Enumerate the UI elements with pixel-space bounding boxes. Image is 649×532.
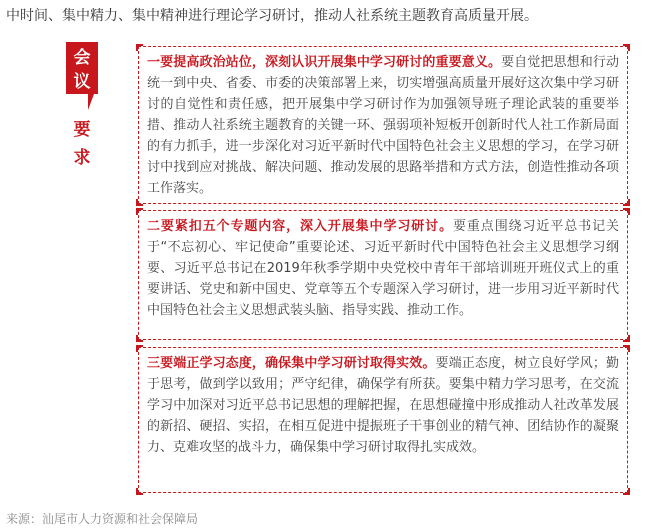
- intro-text: 中时间、集中精力、集中精神进行理论学习研讨，推动人社系统主题教育高质量开展。: [6, 8, 538, 24]
- requirement-box-2: [138, 210, 628, 340]
- label-char: 会: [73, 48, 91, 68]
- label-banner-tail: [88, 94, 94, 110]
- requirement-heading: 一要提高政治站位，深刻认识开展集中学习研讨的重要意义。: [147, 55, 502, 70]
- requirement-heading: 二要紧扣五个专题内容，深入开展集中学习研讨。: [147, 219, 453, 234]
- source-credit: 来源：汕尾市人力资源和社会保障局: [6, 512, 199, 526]
- requirement-box-3: [138, 347, 628, 493]
- requirement-body: 要重点围绕习近平总书记关于“不忘初心、牢记使命”重要论述、习近平新时代中国特色社会主义思想学习纲要、习近平总书记在2019年秋季学期中央党校中青年干部培训班开班仪式上的重要讲话、党史和新中国史、党章等五个专题深入学习研讨，进一步用习近平新时代中国特色社会主义思想武装头脑、指导实践、推动工作。: [147, 219, 619, 318]
- requirement-heading: 三要端正学习态度，确保集中学习研讨取得实效。: [147, 356, 436, 371]
- label-banner: [66, 42, 98, 94]
- requirement-box-1: [138, 46, 628, 204]
- label-char: 要: [73, 120, 91, 140]
- label-char: 议: [73, 72, 91, 92]
- label-char: 求: [73, 148, 91, 168]
- requirement-body: 要自觉把思想和行动统一到中央、省委、市委的决策部署上来，切实增强高质量开展好这次集中学习研讨的自觉性和责任感，把开展集中学习研讨作为加强领导班子理论武装的重要举措、推动人社系统主题教育的关键一环、强弱项补短板开创新时代人社工作新局面的有力抓手，进一步深化对习近平新时代中国特色社会主义思想的学习，在学习研讨中找到应对挑战、解决问题、推动发展的思路举措和方式方法，创造性推动各项工作落实。: [147, 55, 619, 196]
- requirement-body: 要端正态度，树立良好学风；勤于思考，做到学以致用；严守纪律，确保学有所获。要集中精力学习思考，在交流学习中加深对习近平总书记思想的理解把握，在思想碰撞中形成推动人社改革发展的新招、硬招、实招，在相互促进中提振班子干事创业的精气神、团结协作的凝聚力、克难攻坚的战斗力，确保集中学习研讨取得扎实成效。: [147, 356, 619, 455]
- label-subtitle: [66, 116, 98, 172]
- meeting-requirements-label: [60, 42, 104, 182]
